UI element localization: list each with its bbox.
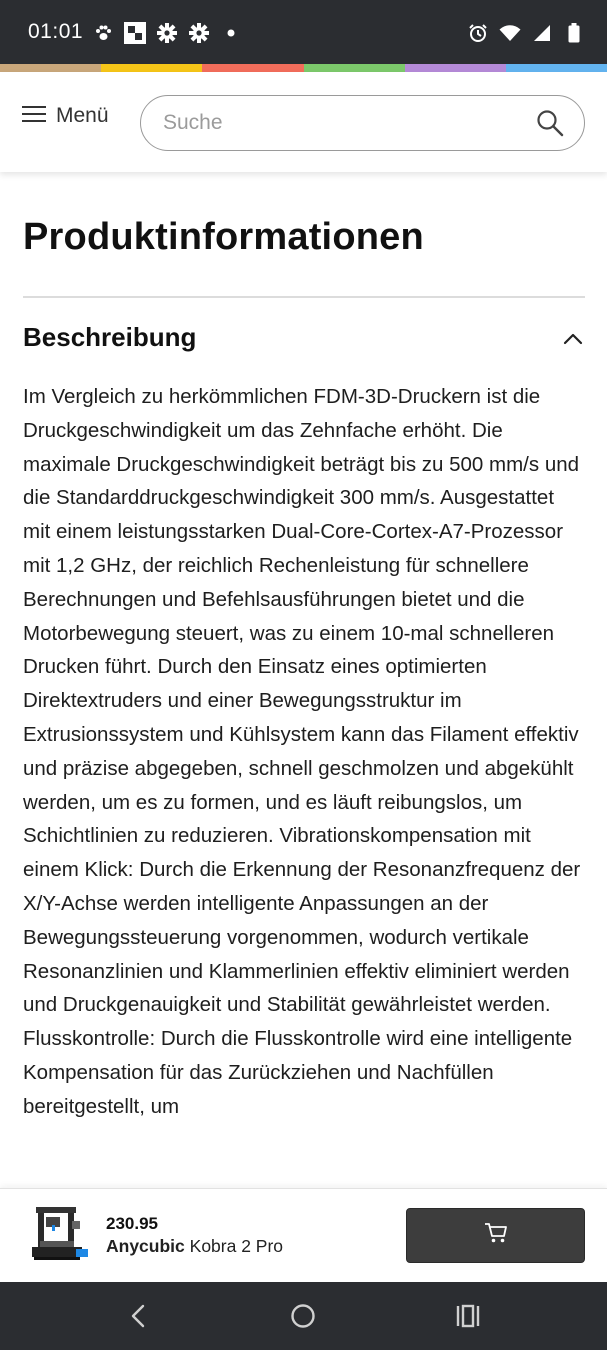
product-name [106, 1236, 283, 1257]
dot-icon [220, 22, 242, 44]
app-square-icon [124, 22, 146, 44]
search-input[interactable] [163, 96, 523, 149]
alarm-icon [467, 22, 489, 44]
site-header [0, 72, 607, 172]
notification-icons [92, 22, 242, 44]
status-time: 01:01 [28, 20, 84, 43]
cart-icon [484, 1222, 508, 1249]
search-icon[interactable] [536, 109, 564, 137]
hamburger-icon [22, 105, 46, 128]
description-text: Im Vergleich zu herkömmlichen FDM-3D-Druckern ist die Druckgeschwindigkeit um das Zehnfache erhöht. Die maximale Druckgeschwindigkeit beträgt bis zu 500 mm/s und die Standarddruckgeschwindigkeit 300 mm/s. Ausgestattet mit einem leistungsstarken Dual-Core-Cortex-A7-Prozessor mit 1,2 GHz, der reichlich Rechenleistung für schnellere Berechnungen und Befehlsausführungen bietet und die Motorbewegung steuert, was zu einem 10-mal schnelleren Drucken führt. Durch den Einsatz eines optimierten Direktextruders und einer Bewegungsstruktur im Extrusionssystem und Kühlsystem kann das Filament effektiv und präzise abgegeben, schnell geschmolzen und abgekühlt werden, um es zu formen, und es läuft reibungslos, um Schichtlinien zu reduzieren. Vibrationskompensation mit einem Klick: Durch die Erkennung der Resonanzfrequenz der X/Y-Achse werden intelligente Anpassungen an der Bewegungssteuerung vorgenommen, wodurch vertikale Resonanzlinien und Klammerlinien effektiv eliminiert werden und Druckgenauigkeit und Stabilität gewährleistet werden. Flusskontrolle: Durch die Flusskontrolle wird eine intelligente Kompensation für das Zurückziehen und Nachfüllen bereitgestellt, um [23, 385, 581, 1118]
description-accordion-header[interactable] [23, 318, 585, 360]
product-brand: Anycubic [106, 1236, 185, 1256]
strip-segment [202, 64, 303, 72]
chevron-up-icon[interactable] [561, 327, 585, 351]
settings-icon [188, 22, 210, 44]
recents-icon[interactable] [454, 1302, 482, 1330]
brand-color-strip [0, 64, 607, 72]
product-price: 230.95 [106, 1214, 158, 1233]
product-thumbnail [24, 1203, 92, 1267]
page-title: Produktinformationen [23, 216, 424, 258]
strip-segment [101, 64, 202, 72]
strip-segment [0, 64, 101, 72]
add-to-cart-button[interactable] [406, 1208, 585, 1263]
status-bar [0, 0, 607, 64]
settings-icon [156, 22, 178, 44]
divider [23, 296, 585, 298]
home-icon[interactable] [289, 1302, 317, 1330]
system-nav-bar [0, 1282, 607, 1350]
menu-label: Menü [56, 104, 109, 127]
battery-icon [563, 22, 585, 44]
strip-segment [304, 64, 405, 72]
search-box[interactable] [140, 95, 585, 151]
wifi-icon [499, 22, 521, 44]
product-model: Kobra 2 Pro [189, 1236, 284, 1256]
paw-icon [92, 22, 114, 44]
strip-segment [506, 64, 607, 72]
back-icon[interactable] [124, 1302, 152, 1330]
strip-segment [405, 64, 506, 72]
signal-icon [531, 22, 553, 44]
menu-button[interactable] [22, 104, 109, 128]
system-icons [467, 22, 585, 44]
accordion-title: Beschreibung [23, 322, 197, 352]
sticky-product-bar [0, 1188, 607, 1282]
